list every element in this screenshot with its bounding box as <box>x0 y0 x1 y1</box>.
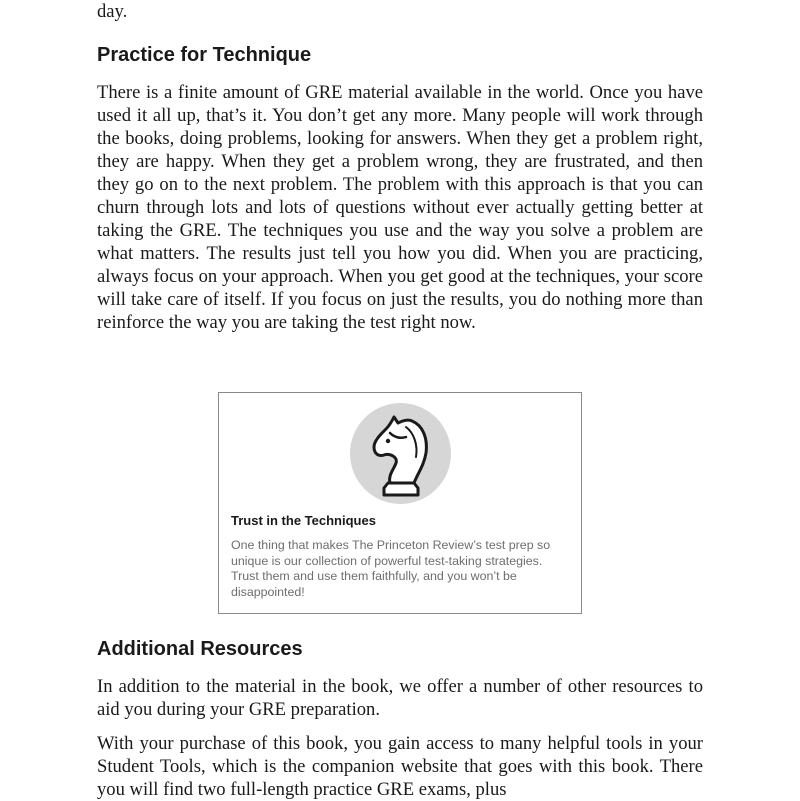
paragraph-practice: There is a finite amount of GRE material available in the world. Once you have used it all up, that’s it. You don’t get any more. Many people will work through the books, doing problems, looking for answers. When they get a problem right, they are happy. When they get a problem wrong, they are frustrated, and then they go on to the next problem. The problem with this approach is that you can churn through lots and lots of questions without ever actually getting better at taking the GRE. The techniques you use and the way you solve a problem are what matters. The results just tell you how you did. When you are practicing, always focus on your approach. When you get good at the techniques, your score will take care of itself. If you focus on just the results, you do nothing more than reinforce the way you are taking the test right now. <box>97 82 703 333</box>
sidebar-title: Trust in the Techniques <box>231 513 376 528</box>
section-heading-practice: Practice for Technique <box>97 44 312 66</box>
paragraph-resources-2: With your purchase of this book, you gain access to many helpful tools in your Student Tools, which is the companion website that goes with this book. There you will find two full-length practice GRE exams, plus <box>97 733 703 800</box>
section-heading-resources: Additional Resources <box>97 638 303 660</box>
sidebar-box <box>218 392 582 614</box>
chess-knight-icon <box>350 403 451 504</box>
paragraph-fragment: day. <box>97 1 128 22</box>
paragraph-resources-1: In addition to the material in the book, we offer a number of other resources to aid you during your GRE preparation. <box>97 676 703 720</box>
sidebar-text: One thing that makes The Princeton Review’s test prep so unique is our collection of powerful test-taking strategies. Trust them and use them faithfully, and you won’t be disappointed! <box>231 538 551 599</box>
